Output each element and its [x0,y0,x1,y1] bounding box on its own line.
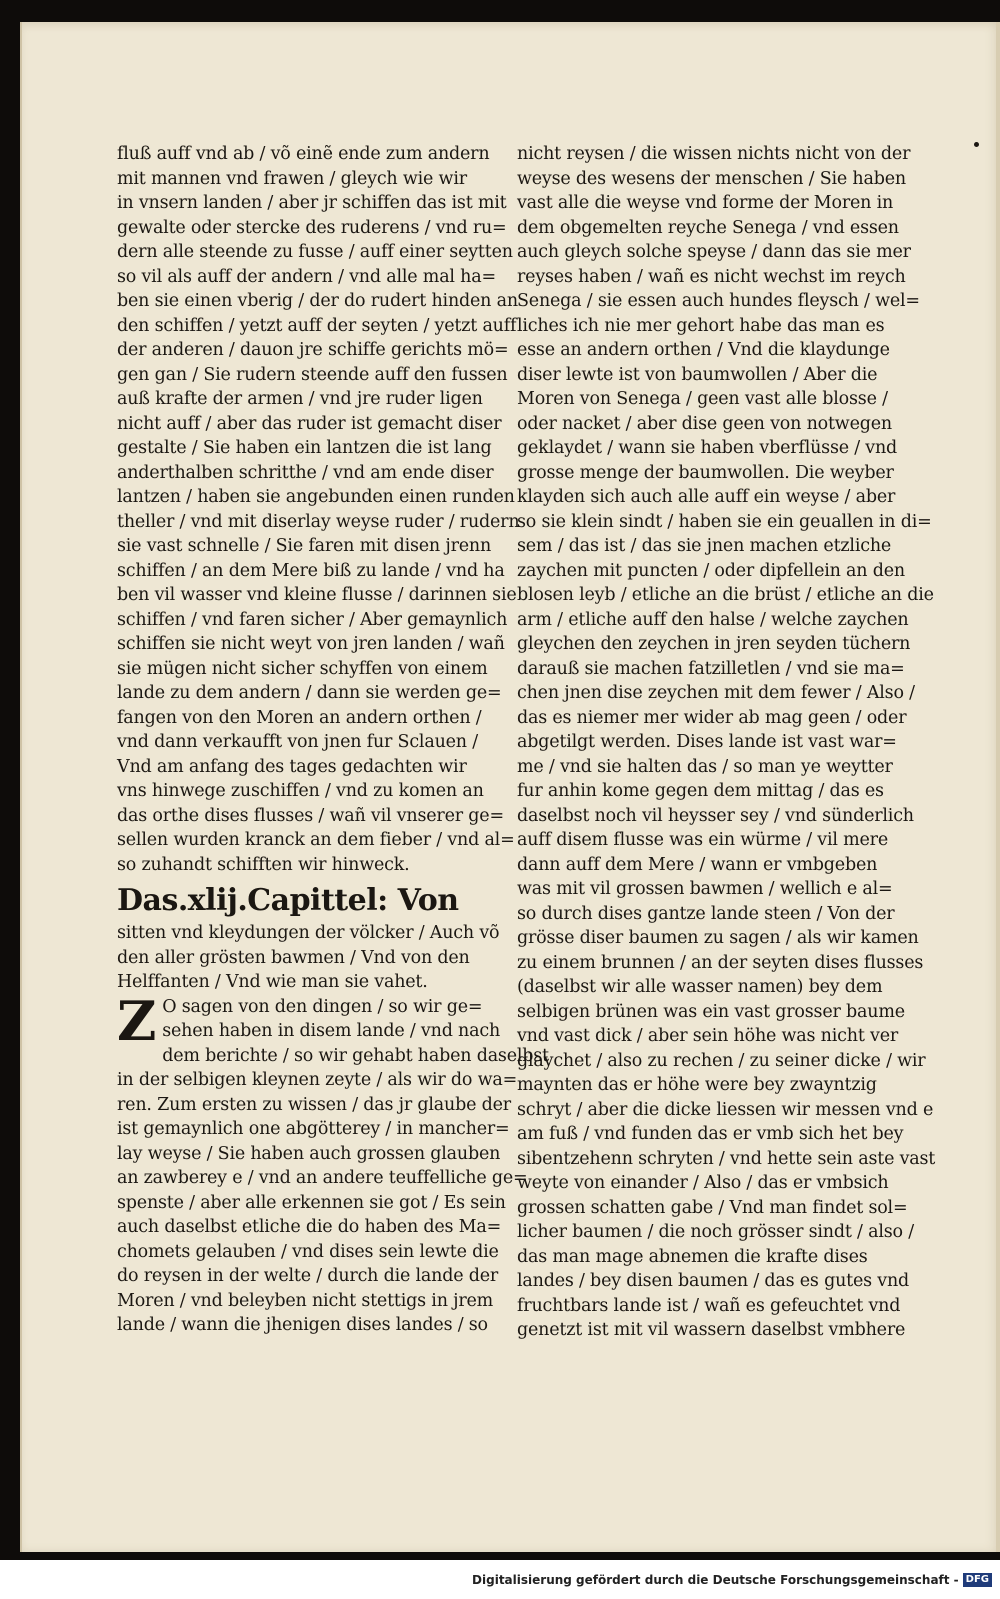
page-edge [996,22,1000,1552]
text-line: Helffanten / Vnd wie man sie vahet. [117,972,428,992]
text-line: lantzen / haben sie angebunden einen runden [117,487,515,507]
footer-credit: Digitalisierung gefördert durch die Deutsche Forschungsgemeinschaft - [472,1572,959,1587]
text-line: sitten vnd kleydungen der völcker / Auch võ [117,923,500,943]
text-line: grossen schatten gabe / Vnd man findet sol= [517,1197,908,1218]
text-line: diser lewte ist von baumwollen / Aber die [517,364,878,385]
text-line: so zuhandt schifften wir hinweck. [117,854,410,875]
text-line: oder nacket / aber dise geen von notwegen [517,413,892,434]
text-line: an zawberey e / vnd an andere teuffelliche ge= [117,1168,528,1188]
text-line: landes / bey disen baumen / das es gutes vnd [517,1271,910,1291]
text-line: den aller grösten bawmen / Vnd von den [117,947,470,968]
text-line: schiffen / vnd faren sicher / Aber gemaynlich [117,609,508,630]
text-line: so durch dises gantze lande steen / Von der [517,903,895,924]
text-line: lande / wann die jhenigen dises landes / so [117,1315,488,1335]
text-line: theller / vnd mit diserlay weyse ruder / rudern [117,511,520,532]
text-line: sellen wurden kranck an dem fieber / vnd al= [117,830,515,850]
text-line: dem berichte / so wir gehabt haben daselbst [162,1045,549,1066]
right-text-block [517,142,936,1343]
text-line: lay weyse / Sie haben auch grossen glauben [117,1143,501,1164]
text-line: anderthalben schritthe / vnd am ende diser [117,462,494,483]
text-line: ben vil wasser vnd kleine flusse / darinnen sie [117,585,517,605]
text-line: sibentzehenn schryten / vnd hette sein aste vast [517,1148,936,1169]
text-line: das es niemer mer wider ab mag geen / oder [517,707,907,728]
text-line: sie vast schnelle / Sie faren mit disen jrenn [117,536,492,556]
text-line: liches ich nie mer gehort habe das man es [517,315,885,336]
text-line: weyte von einander / Also / das er vmbsich [517,1173,889,1193]
text-line: fur anhin kome gegen dem mittag / das es [517,781,884,801]
text-line: Vnd am anfang des tages gedachten wir [117,756,467,777]
text-line: nicht reysen / die wissen nichts nicht von der [517,144,911,164]
text-line: vnd dann verkaufft von jnen fur Sclauen / [117,732,478,752]
dfg-logo: DFG [963,1573,992,1587]
text-line: in der selbigen kleynen zeyte / als wir do wa= [117,1070,518,1090]
text-line: grösse diser baumen zu sagen / als wir kamen [517,928,919,948]
text-line: blosen leyb / etliche an die brüst / etliche an die [517,585,934,605]
text-line: zaychen mit puncten / oder dipfellein an den [517,560,905,581]
left-column [117,142,549,1338]
text-line: auff disem flusse was ein würme / vil mere [517,830,888,850]
text-line: grosse menge der baumwollen. Die weyber [517,462,894,483]
text-line: maynten das er höhe were bey zwayntzig [517,1075,877,1095]
text-line: dern alle steende zu fusse / auff einer seytten [117,242,513,262]
text-line: auch gleych solche speyse / dann das sie mer [517,242,911,262]
text-line: genetzt ist mit vil wassern daselbst vmbhere [517,1320,906,1340]
text-line: daselbst noch vil heysser sey / vnd sünderlich [517,805,914,826]
text-line: auch daselbst etliche die do haben des Ma= [117,1217,502,1237]
text-line: sie mügen nicht sicher schyffen von einem [117,658,488,679]
text-line: vnd vast dick / aber sein höhe was nicht ver [517,1026,899,1046]
text-line: fruchtbars lande ist / wañ es gefeuchtet vnd [517,1295,901,1316]
footer-bar [0,1560,1000,1599]
text-line: me / vnd sie halten das / so man ye weytter [517,756,893,777]
paragraph-start [117,988,549,1338]
text-line: darauß sie machen fatzilletlen / vnd sie ma= [517,658,905,679]
right-column [517,142,936,1343]
text-line: klayden sich auch alle auff ein weyse / aber [517,487,896,507]
book-page [20,22,1000,1552]
text-line: sem / das ist / das sie jnen machen etzliche [517,536,892,556]
text-line: spenste / aber alle erkennen sie got / Es sein [117,1192,506,1213]
text-line: glaychet / also zu rechen / zu seiner dicke / wir [517,1050,926,1071]
text-line: schryt / aber die dicke liessen wir messen vnd e [517,1099,934,1120]
chapter-heading: Das.xlij.Capittel: Von [117,883,459,918]
text-line: chen jnen dise zeychen mit dem fewer / Also / [517,683,915,703]
text-line: fluß auff vnd ab / võ einẽ ende zum andern [117,144,490,164]
text-line: das orthe dises flusses / wañ vil vnserer ge= [117,805,504,826]
text-line: gestalte / Sie haben ein lantzen die ist lang [117,438,492,458]
text-line: auß krafte der armen / vnd jre ruder ligen [117,389,483,409]
left-text-block [117,142,520,877]
text-line: gewalte oder stercke des ruderens / vnd ru= [117,217,507,238]
drop-cap: Z [117,988,157,1053]
text-line: lande zu dem andern / dann sie werden ge= [117,683,502,703]
text-line: arm / etliche auff den halse / welche zaychen [517,609,909,630]
text-line: was mit vil grossen bawmen / wellich e al= [517,879,893,899]
left-after-text [117,988,549,1338]
text-line: das man mage abnemen die krafte dises [517,1246,868,1267]
text-line: dem obgemelten reyche Senega / vnd essen [517,217,899,238]
text-line: abgetilgt werden. Dises lande ist vast war= [517,732,897,752]
text-line: der anderen / dauon jre schiffe gerichts mö= [117,340,509,360]
text-line: fangen von den Moren an andern orthen / [117,707,482,728]
text-line: geklaydet / wann sie haben vberflüsse / vnd [517,438,898,458]
text-line: (daselbst wir alle wasser namen) bey dem [517,977,883,997]
text-line: do reysen in der welte / durch die lande der [117,1266,499,1286]
text-line: sehen haben in disem lande / vnd nach [162,1021,501,1041]
text-line: vns hinwege zuschiffen / vnd zu komen an [117,781,484,801]
text-line: ren. Zum ersten zu wissen / das jr glaube der [117,1094,511,1115]
text-line: dann auff dem Mere / wann er vmbgeben [517,854,878,875]
text-line: den schiffen / yetzt auff der seyten / yetzt auff [117,315,517,336]
text-line: so sie klein sindt / haben sie ein geuallen in di= [517,511,932,532]
text-line: selbigen brünen was ein vast grosser baume [517,1001,905,1022]
text-line: nicht auff / aber das ruder ist gemacht diser [117,413,502,434]
text-line: schiffen sie nicht weyt von jren landen / wañ [117,634,505,654]
text-line: schiffen / an dem Mere biß zu lande / vnd ha [117,560,505,581]
text-line: in vnsern landen / aber jr schiffen das ist mit [117,193,507,213]
text-line: reyses haben / wañ es nicht wechst im reych [517,266,906,287]
text-line: gleychen den zeychen in jren seyden tüchern [517,634,911,654]
text-line: weyse des wesens der menschen / Sie haben [517,168,906,189]
text-line: Moren / vnd beleyben nicht stettigs in jrem [117,1290,494,1311]
text-line: Senega / sie essen auch hundes fleysch / wel= [517,291,920,311]
text-line: esse an andern orthen / Vnd die klaydunge [517,340,890,360]
text-line: Moren von Senega / geen vast alle blosse / [517,389,888,409]
text-line: vast alle die weyse vnd forme der Moren in [517,193,894,213]
text-line: ist gemaynlich one abgötterey / in mancher= [117,1119,510,1139]
text-line: chomets gelauben / vnd dises sein lewte die [117,1241,499,1262]
text-line: O sagen von den dingen / so wir ge= [162,996,483,1017]
text-line: so vil als auff der andern / vnd alle mal ha= [117,266,496,287]
chapter-subtitle [117,921,500,995]
text-line: mit mannen vnd frawen / gleych wie wir [117,168,467,189]
ink-mark [974,142,979,147]
text-line: licher baumen / die noch grösser sindt / also / [517,1222,914,1242]
text-line: gen gan / Sie rudern steende auff den fussen [117,364,508,385]
text-line: ben sie einen vberig / der do rudert hinden an [117,291,518,311]
text-line: zu einem brunnen / an der seyten dises flusses [517,952,924,973]
text-line: am fuß / vnd funden das er vmb sich het bey [517,1124,904,1144]
